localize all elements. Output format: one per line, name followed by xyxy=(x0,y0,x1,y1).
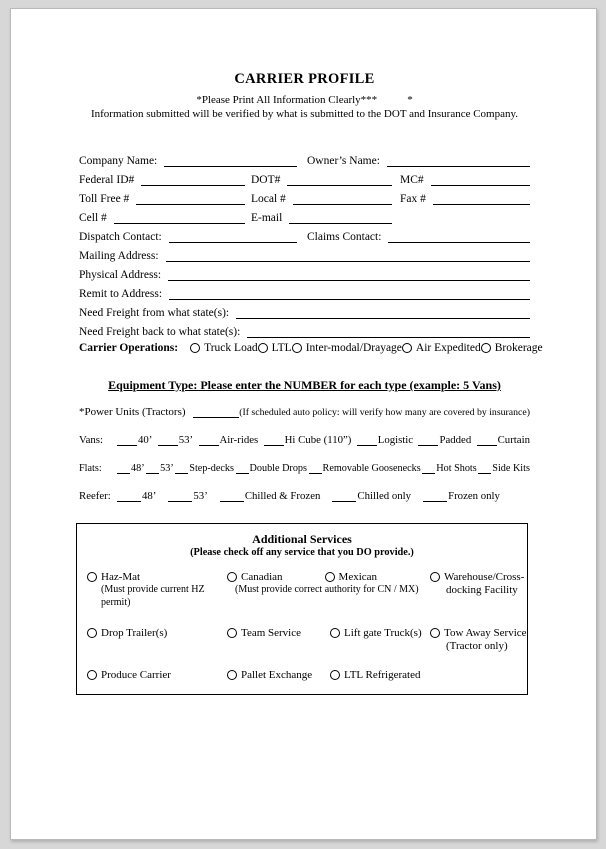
haz-mat-label: Haz-Mat xyxy=(101,571,141,583)
dot-number-label: DOT# xyxy=(251,174,281,186)
flats-48-label: 48’ xyxy=(131,463,145,474)
radio-circle-icon[interactable] xyxy=(481,343,491,353)
additional-services-title: Additional Services xyxy=(252,532,352,546)
reefer-label: Reefer: xyxy=(79,490,111,502)
logistic-label: Logistic xyxy=(377,434,414,446)
chilled-only-label: Chilled only xyxy=(357,490,412,502)
freight-from-blank[interactable] xyxy=(236,305,530,319)
form-row-mailing-address xyxy=(79,243,530,262)
truck-load-label: Truck Load xyxy=(204,341,258,354)
curtain-label: Curtain xyxy=(497,434,530,446)
radio-tow-away[interactable] xyxy=(430,627,527,639)
hi-cube-blank[interactable] xyxy=(264,434,284,446)
services-row-3 xyxy=(77,669,527,681)
mc-number-blank[interactable] xyxy=(431,172,530,186)
radio-drop-trailers[interactable] xyxy=(87,627,227,639)
form-row-company-owner xyxy=(79,148,530,167)
power-units-label: *Power Units (Tractors) xyxy=(79,406,186,418)
haz-mat-note-line2: permit) xyxy=(101,597,131,608)
padded-blank[interactable] xyxy=(418,434,438,446)
reefer-48-blank[interactable] xyxy=(117,490,141,502)
radio-warehouse[interactable] xyxy=(430,571,527,583)
owners-name-label: Owner’s Name: xyxy=(307,155,380,167)
services-row-2 xyxy=(77,627,527,653)
chilled-frozen-blank[interactable] xyxy=(220,490,244,502)
company-name-label: Company Name: xyxy=(79,155,158,167)
services-row-1 xyxy=(77,571,527,609)
equipment-heading: Equipment Type: Please enter the NUMBER for each type (example: 5 Vans) xyxy=(108,378,501,392)
radio-intermodal[interactable] xyxy=(292,342,402,354)
claims-contact-label: Claims Contact: xyxy=(307,231,382,243)
fax-number-blank[interactable] xyxy=(433,191,530,205)
reefer-row xyxy=(79,486,530,502)
vans-40-label: 40’ xyxy=(138,434,153,446)
radio-circle-icon[interactable] xyxy=(87,670,97,680)
radio-circle-icon[interactable] xyxy=(190,343,200,353)
radio-circle-icon[interactable] xyxy=(227,628,237,638)
team-service-label: Team Service xyxy=(241,627,302,639)
radio-mexican[interactable] xyxy=(325,571,377,583)
claims-contact-blank[interactable] xyxy=(388,229,530,243)
vans-53-blank[interactable] xyxy=(158,434,178,446)
radio-circle-icon[interactable] xyxy=(292,343,302,353)
form-row-physical-address xyxy=(79,262,530,281)
lift-gate-label: Lift gate Truck(s) xyxy=(344,627,422,639)
hot-shots-label: Hot Shots xyxy=(436,463,477,474)
radio-circle-icon[interactable] xyxy=(430,628,440,638)
step-decks-blank[interactable] xyxy=(175,462,188,474)
power-units-note: (If scheduled auto policy: will verify how many are covered by insurance) xyxy=(239,407,530,418)
vans-row xyxy=(79,430,530,446)
mexican-label: Mexican xyxy=(338,571,378,583)
form-row-freight-back xyxy=(79,319,530,338)
flats-label: Flats: xyxy=(79,463,102,474)
federal-id-blank[interactable] xyxy=(141,172,245,186)
logistic-blank[interactable] xyxy=(357,434,377,446)
intermodal-label: Inter-modal/Drayage xyxy=(305,341,402,354)
freight-back-label: Need Freight back to what state(s): xyxy=(79,326,241,338)
radio-brokerage[interactable] xyxy=(481,342,543,354)
form-row-freight-from xyxy=(79,300,530,319)
carrier-operations-row xyxy=(79,338,543,357)
local-number-blank[interactable] xyxy=(293,191,392,205)
flats-53-blank[interactable] xyxy=(146,462,159,474)
radio-circle-icon[interactable] xyxy=(430,572,440,582)
form-row-phones xyxy=(79,186,530,205)
company-name-blank[interactable] xyxy=(164,153,297,167)
carrier-profile-page xyxy=(10,8,597,840)
mc-number-label: MC# xyxy=(400,174,424,186)
dot-number-blank[interactable] xyxy=(287,172,392,186)
reefer-48-label: 48’ xyxy=(142,490,157,502)
reefer-53-label: 53’ xyxy=(193,490,208,502)
subtitle-line2: Information submitted will be verified by what is submitted to the DOT and Insurance Company. xyxy=(90,108,519,120)
freight-from-label: Need Freight from what state(s): xyxy=(79,307,230,319)
chilled-only-blank[interactable] xyxy=(332,490,356,502)
dispatch-contact-blank[interactable] xyxy=(169,229,297,243)
brokerage-label: Brokerage xyxy=(494,341,543,354)
additional-services-box xyxy=(76,523,528,695)
hot-shots-blank[interactable] xyxy=(422,462,435,474)
double-drops-blank[interactable] xyxy=(236,462,249,474)
form-row-contacts xyxy=(79,224,530,243)
subtitle-line1 xyxy=(79,94,530,106)
form-row-remit-address xyxy=(79,281,530,300)
physical-address-label: Physical Address: xyxy=(79,269,162,281)
cn-mx-note: (Must provide correct authority for CN / MX) xyxy=(235,584,419,595)
radio-circle-icon[interactable] xyxy=(330,670,340,680)
canadian-label: Canadian xyxy=(241,571,283,583)
radio-circle-icon[interactable] xyxy=(227,572,237,582)
radio-produce-carrier[interactable] xyxy=(87,669,227,681)
remit-address-blank[interactable] xyxy=(169,286,530,300)
goosenecks-label: Removable Goosenecks xyxy=(322,463,421,474)
page-content xyxy=(79,9,543,695)
radio-canadian[interactable] xyxy=(227,571,283,583)
radio-haz-mat[interactable] xyxy=(87,571,227,583)
power-units-blank[interactable] xyxy=(193,405,240,418)
email-label: E-mail xyxy=(251,212,283,224)
radio-team-service[interactable] xyxy=(227,627,330,639)
radio-circle-icon[interactable] xyxy=(402,343,412,353)
pallet-exchange-label: Pallet Exchange xyxy=(241,669,313,681)
radio-circle-icon[interactable] xyxy=(325,572,335,582)
contact-form xyxy=(79,148,543,357)
side-kits-blank[interactable] xyxy=(478,462,491,474)
radio-circle-icon[interactable] xyxy=(330,628,340,638)
frozen-only-label: Frozen only xyxy=(448,490,500,502)
mailing-address-blank[interactable] xyxy=(166,248,530,262)
radio-circle-icon[interactable] xyxy=(227,670,237,680)
dispatch-contact-label: Dispatch Contact: xyxy=(79,231,162,243)
warehouse-label-line1: Warehouse/Cross- xyxy=(444,571,525,583)
radio-ltl-refrigerated[interactable] xyxy=(330,669,430,681)
curtain-blank[interactable] xyxy=(477,434,497,446)
step-decks-label: Step-decks xyxy=(189,463,234,474)
air-rides-blank[interactable] xyxy=(199,434,219,446)
radio-circle-icon[interactable] xyxy=(258,343,268,353)
drop-trailers-label: Drop Trailer(s) xyxy=(101,627,168,639)
double-drops-label: Double Drops xyxy=(249,463,307,474)
air-rides-label: Air-rides xyxy=(219,434,259,446)
cell-number-blank[interactable] xyxy=(114,210,245,224)
air-expedited-label: Air Expedited xyxy=(415,341,481,354)
goosenecks-blank[interactable] xyxy=(309,462,322,474)
radio-circle-icon[interactable] xyxy=(87,572,97,582)
haz-mat-note-line1: (Must provide current HZ xyxy=(101,584,205,595)
radio-lift-gate[interactable] xyxy=(330,627,430,639)
subtitle-line1-extra-asterisk: * xyxy=(407,94,413,106)
cell-number-label: Cell # xyxy=(79,212,107,224)
warehouse-label-line2: docking Facility xyxy=(446,584,518,596)
tow-away-note: (Tractor only) xyxy=(446,640,508,652)
radio-pallet-exchange[interactable] xyxy=(227,669,330,681)
additional-services-subtitle: (Please check off any service that you DO provide.) xyxy=(190,547,414,558)
email-blank[interactable] xyxy=(289,210,392,224)
vans-53-label: 53’ xyxy=(178,434,194,446)
ltl-refrigerated-label: LTL Refrigerated xyxy=(344,669,421,681)
reefer-53-blank[interactable] xyxy=(168,490,192,502)
local-number-label: Local # xyxy=(251,193,286,205)
flats-48-blank[interactable] xyxy=(117,462,130,474)
radio-air-expedited[interactable] xyxy=(402,342,481,354)
form-row-ids xyxy=(79,167,530,186)
power-units-row xyxy=(79,402,530,418)
carrier-operations-label: Carrier Operations: xyxy=(79,341,179,354)
flats-53-label: 53’ xyxy=(160,463,174,474)
padded-label: Padded xyxy=(439,434,472,446)
ltl-label: LTL xyxy=(271,341,292,354)
flats-row xyxy=(79,458,530,474)
vans-40-blank[interactable] xyxy=(117,434,137,446)
mailing-address-label: Mailing Address: xyxy=(79,250,159,262)
form-row-cell-email xyxy=(79,205,530,224)
subtitle-line1-text: *Please Print All Information Clearly*** xyxy=(196,94,378,106)
tow-away-label: Tow Away Service xyxy=(444,627,527,639)
freight-back-blank[interactable] xyxy=(247,324,530,338)
radio-truck-load[interactable] xyxy=(190,342,258,354)
page-title: CARRIER PROFILE xyxy=(234,71,375,87)
toll-free-blank[interactable] xyxy=(136,191,245,205)
radio-ltl[interactable] xyxy=(258,342,292,354)
remit-address-label: Remit to Address: xyxy=(79,288,163,300)
chilled-frozen-label: Chilled & Frozen xyxy=(244,490,321,502)
physical-address-blank[interactable] xyxy=(168,267,530,281)
federal-id-label: Federal ID# xyxy=(79,174,135,186)
hi-cube-label: Hi Cube (110”) xyxy=(284,434,352,446)
frozen-only-blank[interactable] xyxy=(423,490,447,502)
fax-number-label: Fax # xyxy=(400,193,426,205)
toll-free-label: Toll Free # xyxy=(79,193,130,205)
side-kits-label: Side Kits xyxy=(492,463,530,474)
produce-carrier-label: Produce Carrier xyxy=(101,669,171,681)
vans-label: Vans: xyxy=(79,434,103,446)
owners-name-blank[interactable] xyxy=(387,153,530,167)
radio-circle-icon[interactable] xyxy=(87,628,97,638)
